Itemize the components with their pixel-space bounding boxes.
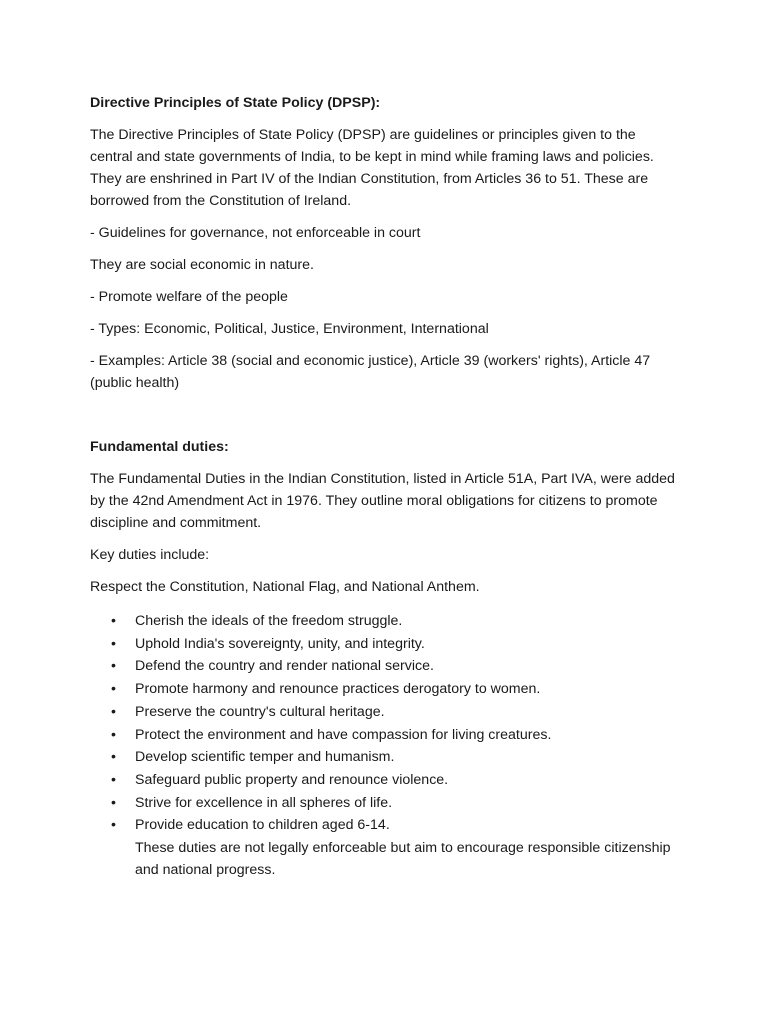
duties-intro: The Fundamental Duties in the Indian Constitution, listed in Article 51A, Part IVA, were added by the 42nd Amendment Act in 1976. They outline moral obligations for citizens to promote discipline and commitment. [90, 471, 675, 531]
key-duties-label: Key duties include: [90, 547, 210, 563]
list-item [90, 655, 680, 678]
dpsp-point: They are social economic in nature. [90, 257, 314, 273]
list-item [90, 814, 680, 837]
duty-text: Cherish the ideals of the freedom struggle. [135, 613, 403, 629]
section-spacer [90, 404, 680, 436]
document-page [90, 92, 680, 881]
bullet-icon: • [111, 794, 116, 811]
list-item [90, 724, 680, 747]
dpsp-point: - Promote welfare of the people [90, 289, 288, 305]
list-item [90, 769, 680, 792]
dpsp-point: - Guidelines for governance, not enforceable in court [90, 225, 421, 241]
list-item [90, 746, 680, 769]
bullet-icon: • [111, 681, 116, 698]
duty-text: Uphold India's sovereignty, unity, and integrity. [135, 635, 425, 652]
duty-text: Provide education to children aged 6-14. [135, 817, 390, 834]
duties-heading: Fundamental duties: [90, 439, 229, 455]
bullet-icon: • [111, 635, 116, 652]
duty-text: Strive for excellence in all spheres of life. [135, 794, 393, 811]
first-duty: Respect the Constitution, National Flag, and National Anthem. [90, 579, 480, 595]
dpsp-point: - Examples: Article 38 (social and economic justice), Article 39 (workers' rights), Article 47 (public health) [90, 353, 651, 391]
list-item [90, 678, 680, 701]
duty-text: Protect the environment and have compassion for living creatures. [135, 726, 552, 743]
list-item [90, 701, 680, 724]
list-item [90, 610, 680, 633]
dpsp-point: - Types: Economic, Political, Justice, Environment, International [90, 321, 489, 337]
bullet-icon: • [111, 749, 116, 766]
list-item [90, 792, 680, 815]
duty-text: Preserve the country's cultural heritage. [135, 703, 385, 720]
dpsp-heading: Directive Principles of State Policy (DPSP): [90, 95, 381, 111]
bullet-icon: • [111, 817, 116, 834]
duty-text: Safeguard public property and renounce violence. [135, 771, 449, 788]
dpsp-intro: The Directive Principles of State Policy (DPSP) are guidelines or principles given to the central and state governments of India, to be kept in mind while framing laws and policies. They are enshrined in Part IV of the Indian Constitution, from Articles 36 to 51. These are borrowed from the Constitution of Ireland. [90, 127, 654, 209]
bullet-icon: • [111, 726, 116, 743]
bullet-icon: • [111, 703, 116, 720]
bullet-icon: • [111, 771, 116, 788]
duties-list [90, 610, 680, 837]
duty-text: Promote harmony and renounce practices derogatory to women. [135, 681, 541, 698]
duties-closing: These duties are not legally enforceable but aim to encourage responsible citizenship and national progress. [135, 840, 671, 879]
duty-text: Defend the country and render national service. [135, 658, 434, 675]
bullet-icon: • [111, 613, 116, 629]
list-item [90, 633, 680, 656]
duty-text: Develop scientific temper and humanism. [135, 749, 395, 766]
bullet-icon: • [111, 658, 116, 675]
